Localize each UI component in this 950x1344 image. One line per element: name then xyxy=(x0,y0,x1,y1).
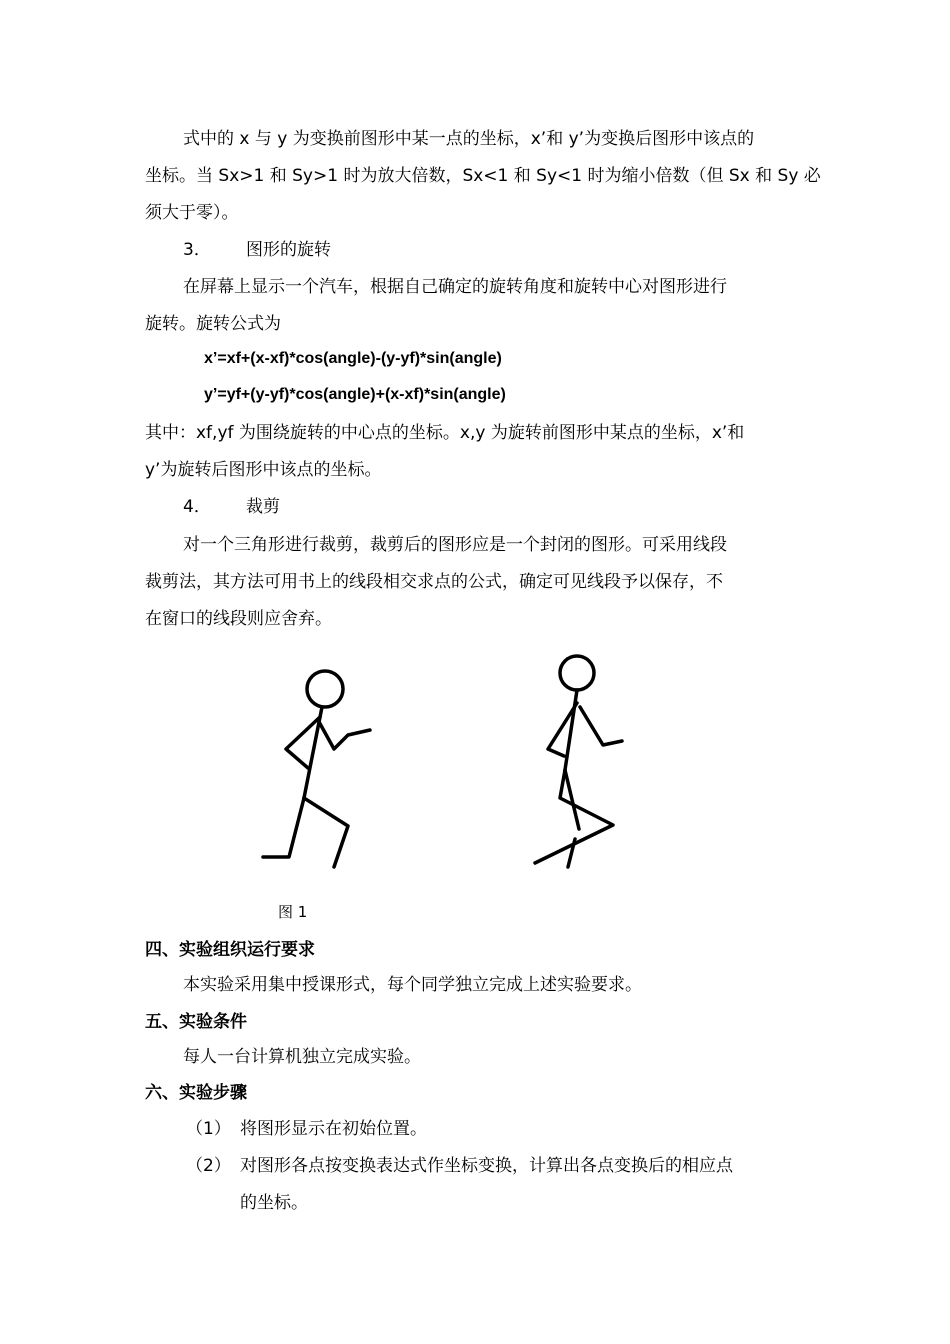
section3-number: 3． xyxy=(183,240,211,260)
step2-text-line1: 对图形各点按变换表达式作坐标变换，计算出各点变换后的相应点 xyxy=(240,1156,733,1176)
paragraph1-line1: 式中的 x 与 y 为变换前图形中某一点的坐标，x’和 y’为变换后图形中该点的 xyxy=(183,129,755,149)
section4-line2: 裁剪法，其方法可用书上的线段相交求点的公式，确定可见线段予以保存，不 xyxy=(145,572,723,592)
heading-experiment-organization: 四、实验组织运行要求 xyxy=(145,940,315,960)
experiment-organization-body: 本实验采用集中授课形式，每个同学独立完成上述实验要求。 xyxy=(183,975,642,995)
section4-line3: 在窗口的线段则应舍弃。 xyxy=(145,609,332,629)
stick-figure-left xyxy=(263,671,370,867)
rotation-formula-x: x’=xf+(x-xf)*cos(angle)-(y-yf)*sin(angle) xyxy=(204,350,502,367)
section4-line1: 对一个三角形进行裁剪，裁剪后的图形应是一个封闭的图形。可采用线段 xyxy=(183,535,727,555)
section3-line1: 在屏幕上显示一个汽车，根据自己确定的旋转角度和旋转中心对图形进行 xyxy=(183,277,727,297)
experiment-conditions-body: 每人一台计算机独立完成实验。 xyxy=(183,1047,421,1067)
paragraph1-line3: 须大于零）。 xyxy=(145,203,239,223)
heading-experiment-conditions: 五、实验条件 xyxy=(145,1012,247,1032)
section4-title: 裁剪 xyxy=(246,497,280,517)
step1-text: 将图形显示在初始位置。 xyxy=(240,1119,427,1139)
stick-figures-illustration xyxy=(250,645,680,885)
section3-note-line1: 其中：xf,yf 为围绕旋转的中心点的坐标。x,y 为旋转前图形中某点的坐标，x’和 xyxy=(145,423,745,443)
section4-number: 4． xyxy=(183,497,211,517)
stick-figure-right xyxy=(535,656,622,867)
step1-number: （1） xyxy=(186,1119,231,1139)
rotation-formula-y: y’=yf+(y-yf)*cos(angle)+(x-xf)*sin(angle) xyxy=(204,386,506,403)
section3-title: 图形的旋转 xyxy=(246,240,331,260)
step2-text-line2: 的坐标。 xyxy=(240,1193,308,1213)
section3-note-line2: y’为旋转后图形中该点的坐标。 xyxy=(145,460,382,480)
heading-experiment-steps: 六、实验步骤 xyxy=(145,1083,247,1103)
paragraph1-line2: 坐标。当 Sx>1 和 Sy>1 时为放大倍数，Sx<1 和 Sy<1 时为缩小倍数（但 Sx 和 Sy 必 xyxy=(145,166,821,186)
section3-line2: 旋转。旋转公式为 xyxy=(145,314,281,334)
figure-caption: 图 1 xyxy=(278,903,308,921)
step2-number: （2） xyxy=(186,1156,231,1176)
